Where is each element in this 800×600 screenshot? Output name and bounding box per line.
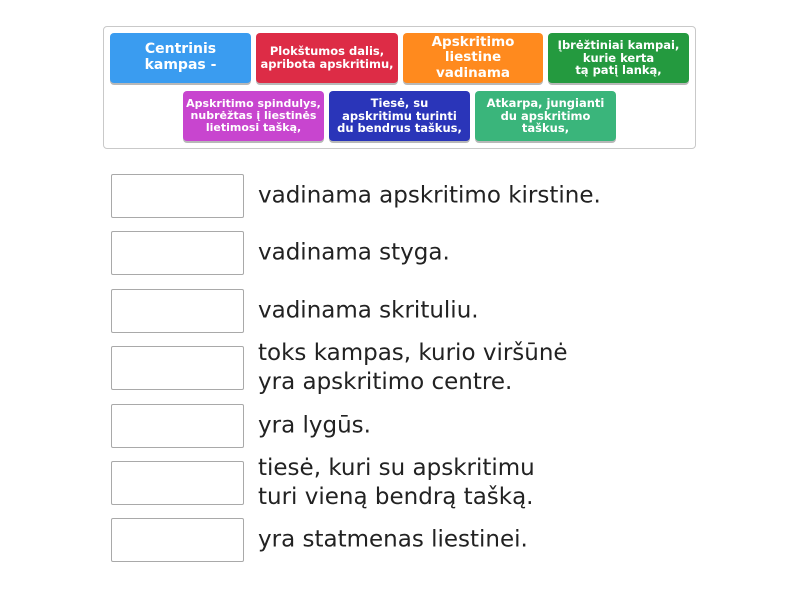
row-text: yra statmenas liestinei. <box>258 526 528 553</box>
answer-tile-apskritimo-spindulys[interactable]: Apskritimo spindulys, nubrėžtas į liestinės lietimosi tašką, <box>183 91 324 141</box>
row-text: yra lygūs. <box>258 412 371 439</box>
answer-tile-ibreztiniai-kampai[interactable]: Įbrėžtiniai kampai, kurie kerta tą patį lanką, <box>548 33 689 83</box>
answer-tile-centrinis-kampas[interactable]: Centrinis kampas - <box>110 33 251 83</box>
drop-target[interactable] <box>111 231 244 275</box>
drop-target[interactable] <box>111 174 244 218</box>
drop-target[interactable] <box>111 404 244 448</box>
row-text: tiesė, kuri su apskritimu turi vieną bendrą tašką. <box>258 455 535 510</box>
answer-tile-tiese-du-taskai[interactable]: Tiesė, su apskritimu turinti du bendrus taškus, <box>329 91 470 141</box>
drop-target[interactable] <box>111 461 244 505</box>
row-text: toks kampas, kurio viršūnė yra apskritimo centre. <box>258 340 568 395</box>
row-text: vadinama apskritimo kirstine. <box>258 182 601 209</box>
drop-target[interactable] <box>111 289 244 333</box>
answer-tile-atkarpa[interactable]: Atkarpa, jungianti du apskritimo taškus, <box>475 91 616 141</box>
answer-tile-plokstumos-dalis[interactable]: Plokštumos dalis, apribota apskritimu, <box>256 33 398 83</box>
drop-target[interactable] <box>111 346 244 390</box>
row-text: vadinama styga. <box>258 239 450 266</box>
answer-tile-apskritimo-liestine[interactable]: Apskritimo liestine vadinama <box>403 33 543 83</box>
row-text: vadinama skrituliu. <box>258 297 479 324</box>
drop-target[interactable] <box>111 518 244 562</box>
